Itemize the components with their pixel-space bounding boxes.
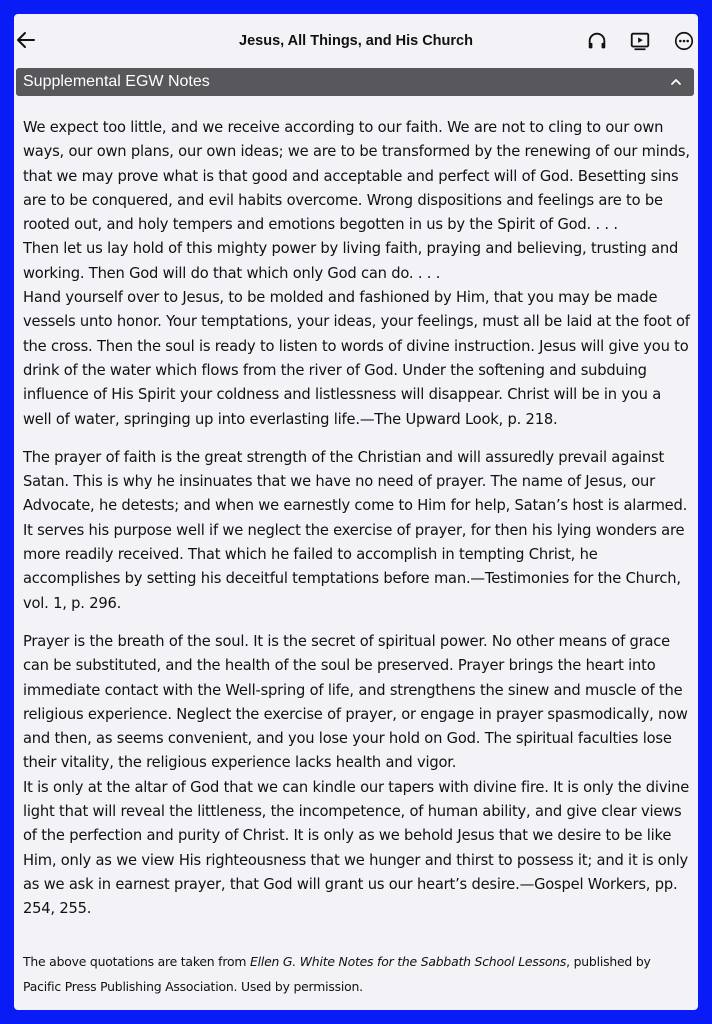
section-title: Supplemental EGW Notes — [23, 73, 210, 90]
app-window — [14, 14, 698, 1010]
notes-content — [23, 116, 691, 936]
attribution-book: Ellen G. White Notes for the Sabbath School Lessons — [249, 954, 567, 969]
text-line: Prayer is the breath of the soul. It is the secret of spiritual power. No other means of grace can be substituted, and the health of the soul be preserved. Prayer brings the heart into immediate contact with the Well-spring of life, and strengthens the sinew and muscle of the religious experience. Neglect the exercise of prayer, or engage in prayer spasmodically, now and then, as seems convenient, and you lose your hold on God. The spiritual faculties lose their vitality, the religious experience lacks health and vigor. — [23, 632, 688, 772]
paragraph — [23, 446, 691, 616]
text-line: It is only at the altar of God that we can kindle our tapers with divine fire. It is only the divine light that will reveal the littleness, the incompetence, of human ability, and give clear views of the perfection and purity of Christ. It is only as we behold Jesus that we desire to be like Him, only as we view His righteousness that we hunger and thirst to possess it; and it is only as we ask in earnest prayer, that God will grant us our heart’s desire.—Gospel Workers, pp. 254, 255. — [23, 778, 690, 918]
play-screen-icon[interactable] — [629, 30, 651, 52]
text-line: Hand yourself over to Jesus, to be molded and fashioned by Him, that you may be made vessels unto honor. Your temptations, your ideas, your feelings, must all be laid at the foot of the cross. Then the soul is ready to listen to words of divine instruction. Jesus will give you to drink of the water which flows from the river of God. Under the softening and subduing influence of His Spirit your coldness and listlessness will disappear. Christ will be in you a well of water, springing up into everlasting life.—The Upward Look, p. 218. — [23, 289, 690, 428]
more-circle-icon[interactable] — [673, 30, 695, 52]
attribution-prefix: The above quotations are taken from — [23, 954, 250, 969]
text-line: Then let us lay hold of this mighty power by living faith, praying and believing, trusting and working. Then God will do that which only God can do. . . . — [23, 240, 679, 282]
paragraph — [23, 116, 691, 432]
chevron-up-icon[interactable] — [668, 74, 684, 90]
page-title: Jesus, All Things, and His Church — [239, 33, 473, 49]
headphones-icon[interactable] — [586, 30, 608, 52]
paragraph — [23, 630, 691, 922]
text-line: We expect too little, and we receive according to our faith. We are not to cling to our own ways, our own plans, our own ideas; we are to be transformed by the renewing of our minds, that we may prove what is that good and acceptable and perfect will of God. Besetting sins are to be conquered, and evil habits overcome. Wrong dispositions and feelings are to be rooted out, and holy tempers and emotions begotten in us by the Spirit of God. . . . — [23, 119, 690, 234]
attribution-suffix: , published by Pacific Press Publishing Association. Used by permission. — [23, 954, 651, 994]
attribution-note — [23, 949, 691, 999]
top-bar — [14, 14, 698, 70]
text-line: The prayer of faith is the great strength of the Christian and will assuredly prevail against Satan. This is why he insinuates that we have no need of prayer. The name of Jesus, our Advocate, he detests; and when we earnestly come to Him for help, Satan’s host is alarmed. It serves his purpose well if we neglect the exercise of prayer, for then his lying wonders are more readily received. That which he failed to accomplish in tempting Christ, he accomplishes by setting his deceitful temptations before man.—Testimonies for the Church, vol. 1, p. 296. — [23, 448, 688, 612]
section-header[interactable] — [16, 68, 694, 96]
